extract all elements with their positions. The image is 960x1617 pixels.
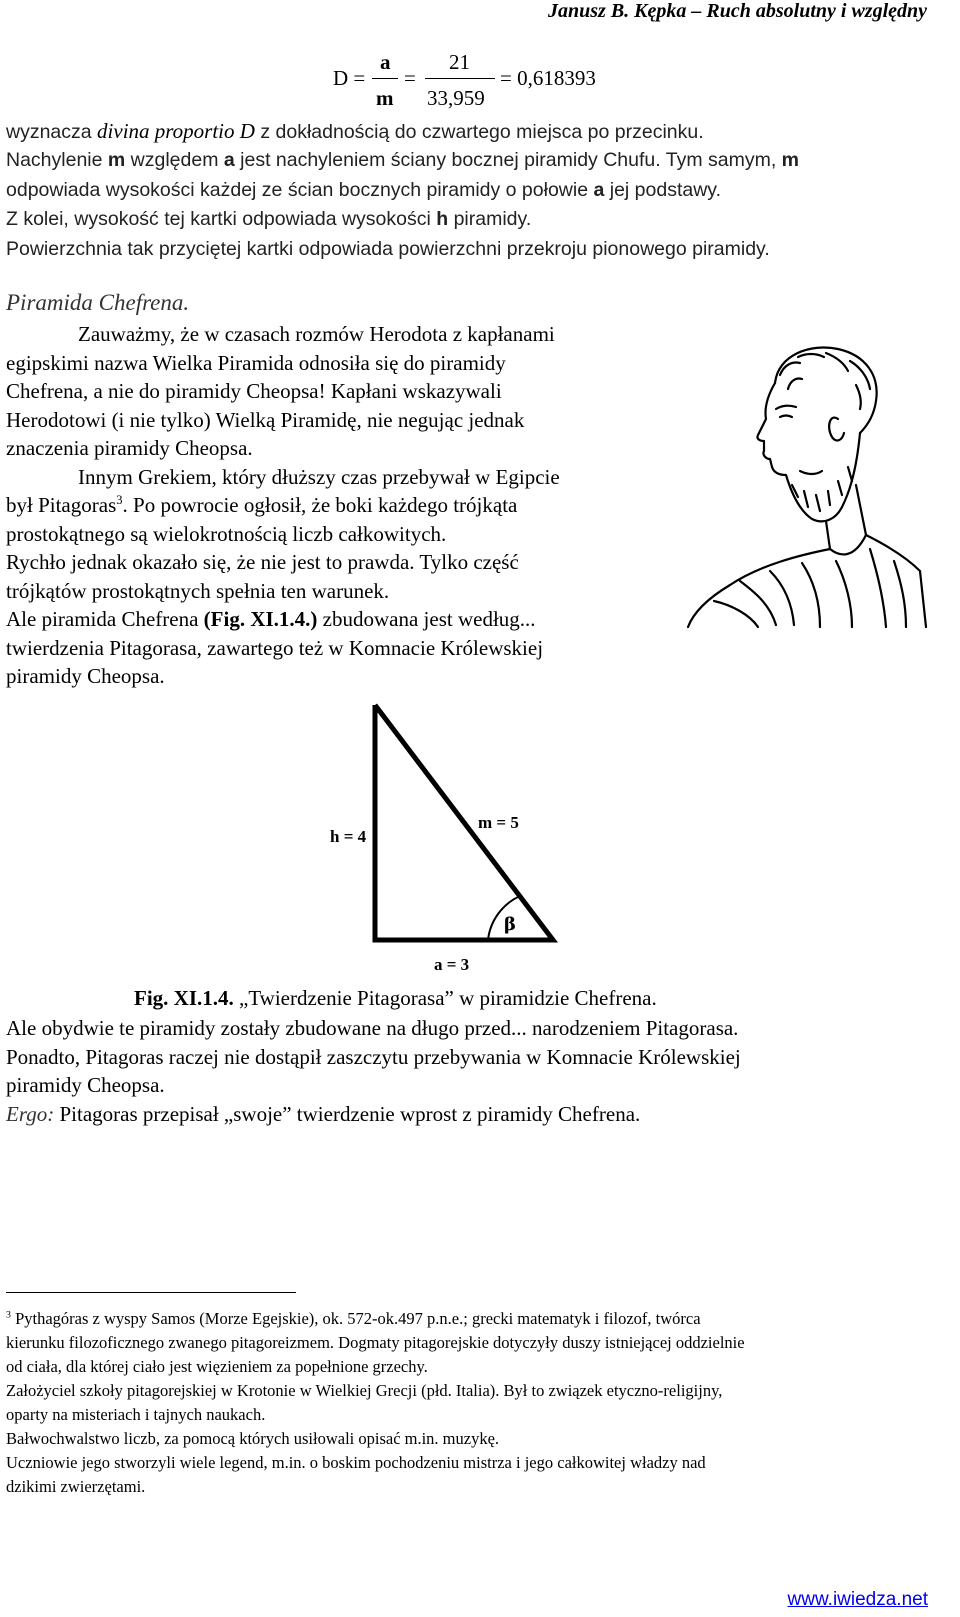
footnote-line: Bałwochwalstwo liczb, za pomocą których usiłowali opisać m.in. muzykę. [6, 1429, 500, 1448]
text-column [6, 320, 662, 691]
para2-line: Ale piramida Chefrena (Fig. XI.1.4.) zbudowana jest według... [6, 607, 536, 631]
formula-num-21: 21 [449, 50, 470, 74]
para1-line: Zauważmy, że w czasach rozmów Herodota z kapłanami [78, 322, 555, 346]
footnote [6, 1307, 745, 1499]
divina-proportio-term: divina proportio D [97, 119, 255, 143]
para1-line: egipskimi nazwa Wielka Piramida odnosiła się do piramidy [6, 350, 506, 375]
intro-line-3: odpowiada wysokości każdej ze ścian bocznych piramidy o połowie a jej podstawy. [6, 178, 722, 201]
footnote-line: oparty na misteriach i tajnych naukach. [6, 1405, 266, 1424]
formula-result: = 0,618393 [500, 66, 596, 90]
footnote-line: $^3$ Pythagóras z wyspy Samos (Morze Egejskie), ok. 572-ok.497 p.n.e.; grecki matematyk i filozof, twórca [6, 1309, 701, 1328]
footnote-line: Uczniowie jego stworzyli wiele legend, m.in. o boskim pochodzeniu mistrza i jego całkowitej władzy nad [6, 1453, 706, 1472]
footnote-line: od ciała, dla której ciało jest więzieniem za popełnione grzechy. [6, 1357, 428, 1376]
h-label: h = 4 [330, 827, 367, 846]
para2-line: trójkątów prostokątnych spełnia ten warunek. [6, 578, 390, 603]
para1-line: Chefrena, a nie do piramidy Cheopsa! Kapłani wskazywali [6, 379, 502, 403]
m-label: m = 5 [478, 813, 519, 832]
para2-line: Rychło jednak okazało się, że nie jest to prawda. Tylko część [6, 550, 519, 574]
para2-line: był Pitagoras$^3$. Po powrocie ogłosił, że boki każdego trójkąta [6, 493, 518, 517]
footnote-number: 3 [6, 1309, 11, 1321]
intro-line-4: Z kolei, wysokość tej kartki odpowiada wysokości h piramidy. [6, 208, 532, 230]
fraction-bar [425, 78, 495, 79]
golden-ratio-formula [0, 50, 960, 112]
formula-den-m: m [376, 86, 394, 110]
formula-eq: = [404, 66, 416, 90]
intro-line-1: wyznacza divina proportio D z dokładnością do czwartego miejsca po przecinku. [6, 119, 704, 143]
intro-line-5: Powierzchnia tak przyciętej kartki odpowiada powierzchni przekroju pionowego piramidy. [6, 237, 770, 260]
formula-lhs: D = [333, 66, 366, 90]
footer-website-link[interactable]: www.iwiedza.net [787, 1589, 928, 1610]
para2-line: twierdzenia Pitagorasa, zawartego też w Komnacie Królewskiej [6, 635, 544, 660]
closing-line: Ponadto, Pitagoras raczej nie dostąpił zaszczytu przebywania w Komnacie Królewskiej [6, 1044, 741, 1069]
figure-caption [134, 986, 657, 1011]
pythagoras-triangle-diagram [318, 690, 618, 980]
ergo-word: Ergo: [6, 1101, 55, 1126]
intro-line-2: Nachylenie m względem a jest nachyleniem ściany bocznej piramidy Chufu. Tym samym, m [6, 149, 799, 171]
formula-den-33959: 33,959 [427, 86, 485, 110]
closing-paragraphs [6, 1014, 928, 1128]
triangle-shape [375, 705, 553, 940]
formula-num-a: a [380, 50, 391, 74]
section-title: Piramida Chefrena. [6, 290, 190, 315]
running-header: Janusz B. Kępka – Ruch absolutny i względny [548, 0, 927, 22]
para1-line: znaczenia piramidy Cheopsa. [6, 436, 253, 460]
footnote-ref: 3 [116, 493, 123, 507]
footnote-separator [6, 1292, 296, 1293]
intro-paragraph [6, 146, 799, 264]
closing-line: piramidy Cheopsa. [6, 1073, 165, 1097]
a-label: a = 3 [434, 955, 470, 974]
pythagoras-portrait-image [680, 335, 928, 630]
footnote-line: kierunku filozoficznego zwanego pitagoreizmem. Dogmaty pitagorejskie dotyczyły duszy istniejącej oddzielnie [6, 1333, 745, 1352]
closing-line: Ale obydwie te piramidy zostały zbudowane na długo przed... narodzeniem Pitagorasa. [6, 1016, 739, 1040]
ergo-line: Ergo: Pitagoras przepisał „swoje” twierdzenie wprost z piramidy Chefrena. [6, 1101, 641, 1126]
footnote-line: Założyciel szkoły pitagorejskiej w Krotonie w Wielkiej Grecji (płd. Italia). Był to związek etyczno-religijny, [6, 1381, 723, 1400]
caption-fig-number: Fig. XI.1.4. [134, 986, 234, 1010]
para1-line: Herodotowi (i nie tylko) Wielką Piramidę, nie negując jednak [6, 407, 525, 432]
beta-label: β [504, 914, 516, 935]
fraction-bar [372, 78, 398, 79]
para2-line: Innym Grekiem, który dłuższy czas przebywał w Egipcie [78, 464, 560, 489]
footnote-line: dzikimi zwierzętami. [6, 1477, 146, 1496]
figure-ref: (Fig. XI.1.4.) [203, 607, 318, 631]
caption-text: „Twierdzenie Pitagorasa” w piramidzie Chefrena. [233, 986, 657, 1010]
para2-line: piramidy Cheopsa. [6, 664, 165, 688]
para2-line: prostokątnego są wielokrotnością liczb całkowitych. [6, 521, 447, 546]
